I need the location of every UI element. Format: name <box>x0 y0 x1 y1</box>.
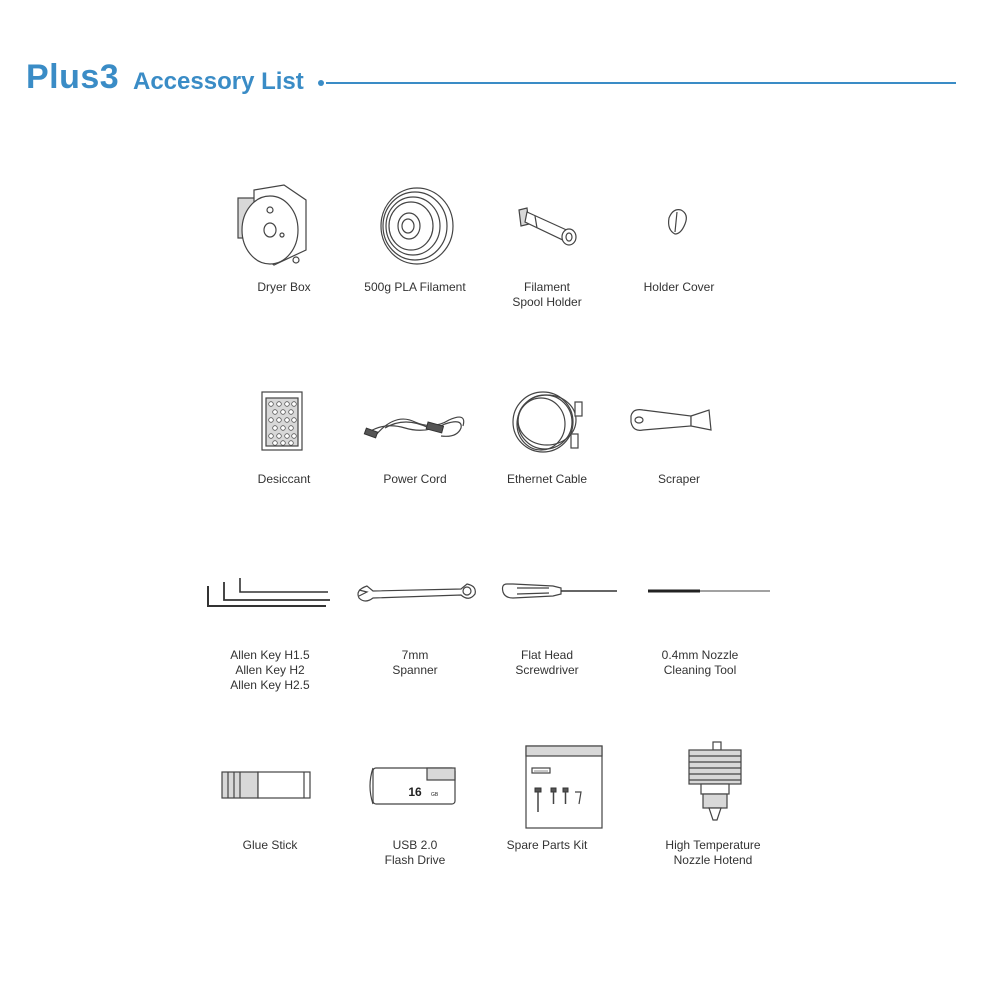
item-desiccant <box>214 372 354 487</box>
item-label: Scraper <box>657 472 701 486</box>
item-pla-filament <box>345 180 485 295</box>
item-ethernet-cable <box>477 372 617 487</box>
item-usb-flash-drive <box>345 738 485 868</box>
item-power-cord <box>345 372 485 487</box>
item-hotend <box>643 738 783 868</box>
item-spanner <box>345 548 485 678</box>
hotend-icon <box>643 738 783 838</box>
usb-capacity-text: 16 <box>408 785 422 799</box>
spare-parts-kit-icon <box>477 738 617 838</box>
page-title: Plus3 <box>26 58 120 96</box>
ethernet-cable-icon <box>477 372 617 472</box>
usb-drive-icon <box>345 738 485 838</box>
item-label: Dryer Box <box>257 280 311 294</box>
glue-stick-icon <box>200 738 340 838</box>
item-label: Spare Parts Kit <box>506 838 588 852</box>
item-nozzle-cleaning-tool <box>630 548 770 678</box>
item-label: High Temperature Nozzle Hotend <box>665 838 761 867</box>
scraper-icon <box>609 372 749 472</box>
item-scraper <box>609 372 749 487</box>
usb-unit-text: GB <box>431 792 439 798</box>
desiccant-icon <box>214 372 354 472</box>
item-label: Holder Cover <box>643 280 715 294</box>
item-label: Ethernet Cable <box>506 472 588 486</box>
spool-holder-icon <box>477 180 617 280</box>
item-screwdriver <box>477 548 617 678</box>
allen-keys-icon <box>200 548 340 648</box>
filament-spool-icon <box>345 180 485 280</box>
title-line-dot <box>318 80 324 86</box>
item-label: Power Cord <box>383 472 447 486</box>
holder-cover-icon <box>609 180 749 280</box>
nozzle-cleaning-tool-icon <box>630 548 770 648</box>
item-glue-stick <box>200 738 340 853</box>
item-label: Flat Head Screwdriver <box>515 648 579 677</box>
item-label: Glue Stick <box>242 838 298 852</box>
screwdriver-icon <box>477 548 617 648</box>
page-subtitle: Accessory List <box>133 68 304 95</box>
item-label: USB 2.0 Flash Drive <box>384 838 446 867</box>
item-label: 0.4mm Nozzle Cleaning Tool <box>661 648 739 677</box>
item-spool-holder <box>477 180 617 310</box>
item-label: 7mm Spanner <box>392 648 438 677</box>
title-divider-line <box>326 82 956 84</box>
page-header <box>26 58 966 108</box>
item-label: Desiccant <box>257 472 311 486</box>
item-dryer-box <box>214 180 354 295</box>
item-label: 500g PLA Filament <box>364 280 466 294</box>
item-holder-cover <box>609 180 749 295</box>
dryer-box-icon <box>214 180 354 280</box>
item-label: Filament Spool Holder <box>512 280 582 309</box>
spanner-icon <box>345 548 485 648</box>
item-spare-parts-kit <box>477 738 617 853</box>
power-cord-icon <box>345 372 485 472</box>
item-allen-keys <box>200 548 340 693</box>
item-label: Allen Key H1.5 Allen Key H2 Allen Key H2.5 <box>230 648 310 692</box>
